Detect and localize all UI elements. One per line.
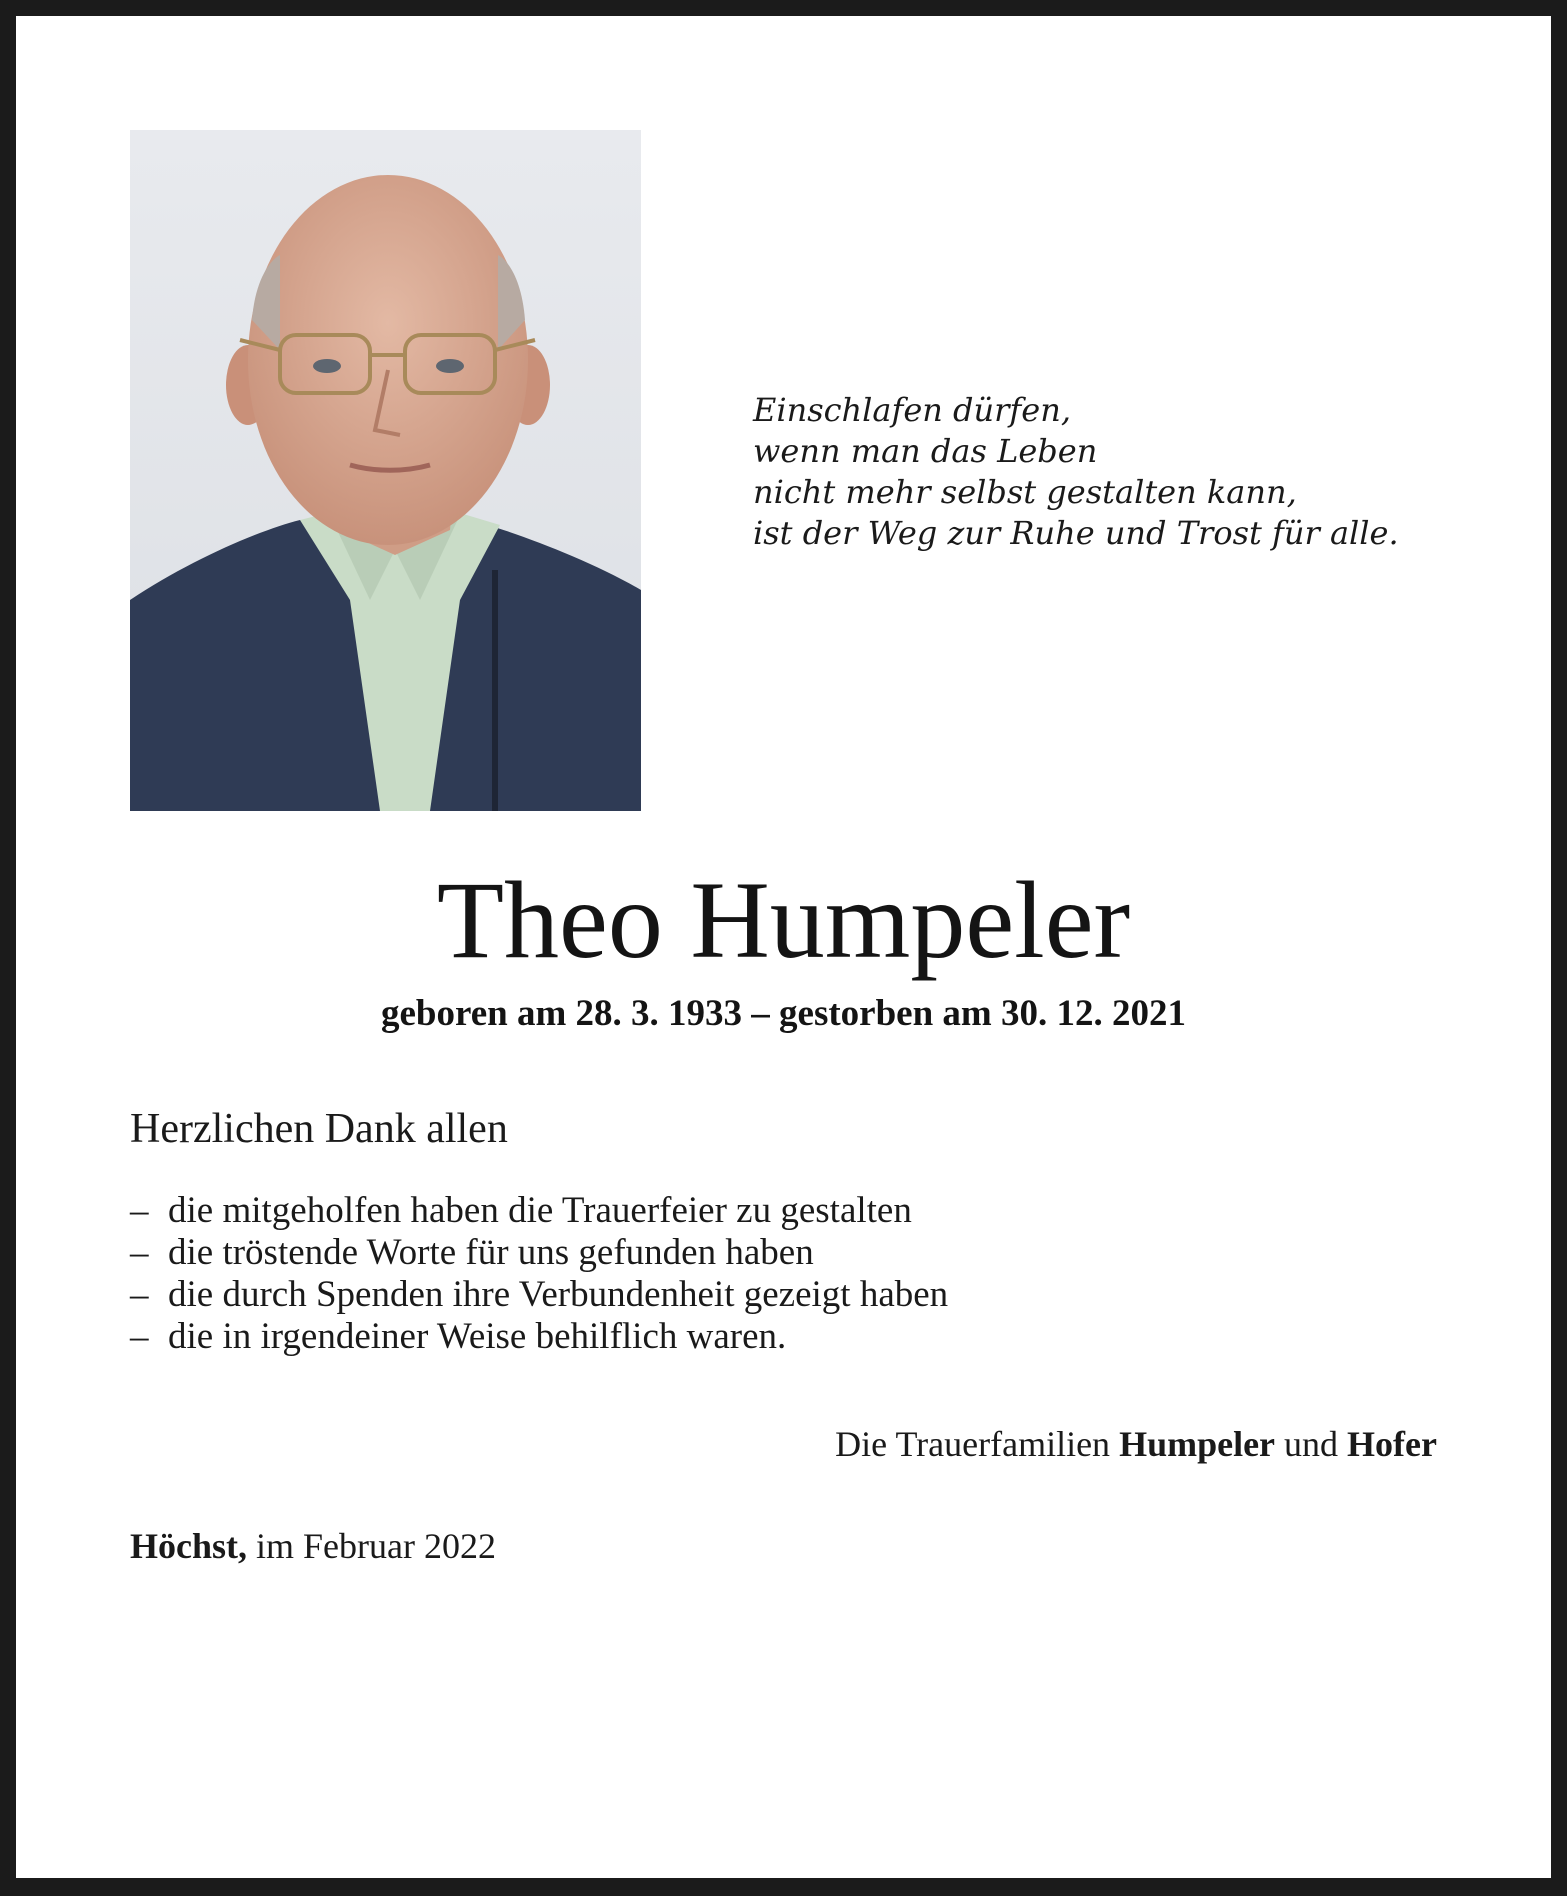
poem-line: nicht mehr selbst gestalten kann, xyxy=(753,473,1297,511)
signature-conjunction: und xyxy=(1284,1424,1339,1464)
list-item-text: die durch Spenden ihre Verbundenheit gezeigt haben xyxy=(168,1274,949,1315)
signature-prefix: Die Trauerfamilien xyxy=(835,1424,1111,1464)
poem-line: wenn man das Leben xyxy=(753,432,1098,470)
memorial-poem xyxy=(753,390,1473,554)
deceased-name: Theo Humpeler xyxy=(436,859,1131,981)
list-dash: – xyxy=(130,1190,149,1231)
list-dash: – xyxy=(130,1274,149,1315)
place-town: Höchst, xyxy=(130,1526,247,1566)
thanks-heading: Herzlichen Dank allen xyxy=(130,1106,508,1152)
list-item xyxy=(130,1274,948,1316)
signature-family-2: Hofer xyxy=(1347,1424,1437,1464)
family-signature xyxy=(835,1422,1437,1466)
list-item-text: die in irgendeiner Weise behilflich waren. xyxy=(168,1316,787,1357)
list-item xyxy=(130,1232,948,1274)
life-dates: geboren am 28. 3. 1933 – gestorben am 30. 12. 2021 xyxy=(380,993,1187,1034)
poem-line: ist der Weg zur Ruhe und Trost für alle. xyxy=(753,514,1399,552)
list-item xyxy=(130,1316,948,1358)
poem-line: Einschlafen dürfen, xyxy=(753,391,1071,429)
list-item-text: die mitgeholfen haben die Trauerfeier zu gestalten xyxy=(168,1190,912,1231)
list-dash: – xyxy=(130,1316,149,1357)
list-item xyxy=(130,1190,948,1232)
portrait-photo xyxy=(130,130,641,811)
portrait-illustration xyxy=(130,130,641,811)
list-item-text: die tröstende Worte für uns gefunden haben xyxy=(168,1232,814,1273)
place-date: im Februar 2022 xyxy=(256,1526,496,1566)
signature-family-1: Humpeler xyxy=(1119,1424,1276,1464)
list-dash: – xyxy=(130,1232,149,1273)
place-and-date xyxy=(130,1524,496,1568)
thanks-list xyxy=(130,1190,948,1358)
